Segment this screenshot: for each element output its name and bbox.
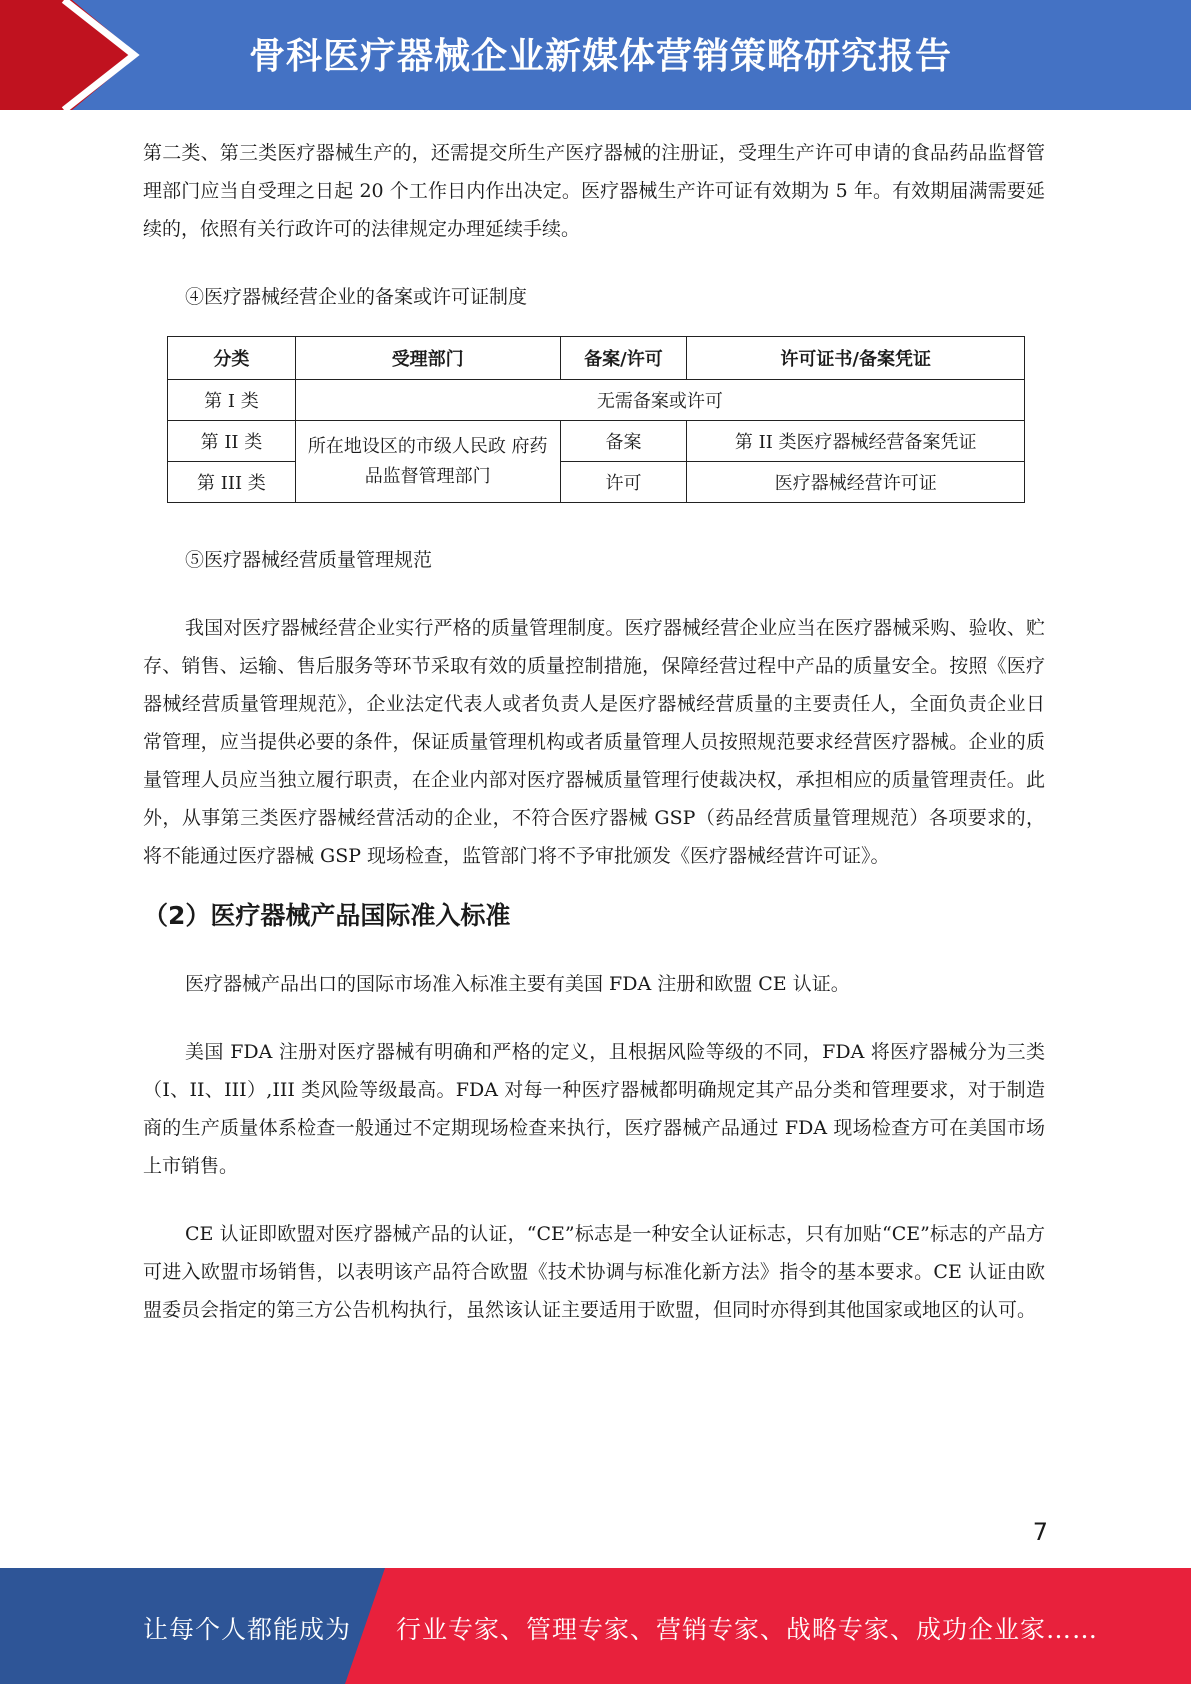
paragraph-fda: 美国 FDA 注册对医疗器械有明确和严格的定义，且根据风险等级的不同，FDA 将医疗器械分为三类（I、II、III）,III 类风险等级最高。FDA 对每一种医疗器械都明确规定其产品分类和管理要求，对于制造商的生产质量体系检查一般通过不定期现场检查来执行，医疗器械产品通过 FDA 现场检查方可在美国市场上市销售。 — [143, 1041, 1045, 1177]
table-header-cell: 受理部门 — [295, 337, 560, 380]
header-red-arrow — [0, 0, 150, 110]
report-title: 骨科医疗器械企业新媒体营销策略研究报告 — [248, 36, 952, 77]
table-cell-department: 所在地设区的市级人民政 府药品监督管理部门 — [295, 421, 560, 503]
table-cell-category: 第 III 类 — [168, 462, 296, 503]
table-cell-note: 无需备案或许可 — [295, 380, 1024, 421]
table-row — [168, 421, 1025, 462]
table-cell-certificate: 医疗器械经营许可证 — [687, 462, 1025, 503]
table-cell-category: 第 I 类 — [168, 380, 296, 421]
footer-slogan-right: 行业专家、管理专家、营销专家、战略专家、成功企业家…… — [396, 1615, 1099, 1644]
paragraph-quality-management: 我国对医疗器械经营企业实行严格的质量管理制度。医疗器械经营企业应当在医疗器械采购、验收、贮存、销售、运输、售后服务等环节采取有效的质量控制措施，保障经营过程中产品的质量安全。按照《医疗器械经营质量管理规范》，企业法定代表人或者负责人是医疗器械经营质量的主要责任人，全面负责企业日常管理，应当提供必要的条件，保证质量管理机构或者质量管理人员按照规范要求经营医疗器械。企业的质量管理人员应当独立履行职责，在企业内部对医疗器械质量管理行使裁决权，承担相应的质量管理责任。此外，从事第三类医疗器械经营活动的企业，不符合医疗器械 GSP（药品经营质量管理规范）各项要求的，将不能通过医疗器械 GSP 现场检查，监管部门将不予审批颁发《医疗器械经营许可证》。 — [143, 617, 1045, 867]
subheading-quality-management: ⑤医疗器械经营质量管理规范 — [185, 549, 433, 571]
table-cell-certificate: 第 II 类医疗器械经营备案凭证 — [687, 421, 1025, 462]
footer-banner — [0, 1568, 1191, 1684]
section-heading: （2）医疗器械产品国际准入标准 — [143, 901, 511, 930]
footer-slogan-left: 让每个人都能成为 — [143, 1615, 352, 1644]
table-cell-category: 第 II 类 — [168, 421, 296, 462]
subheading-operation-registration: ④医疗器械经营企业的备案或许可证制度 — [185, 286, 528, 308]
main-content — [143, 134, 1045, 1329]
license-table — [167, 336, 1025, 503]
table-header-cell: 许可证书/备案凭证 — [687, 337, 1025, 380]
paragraph-market-access: 医疗器械产品出口的国际市场准入标准主要有美国 FDA 注册和欧盟 CE 认证。 — [185, 973, 850, 995]
header-banner — [0, 0, 1191, 110]
paragraph-ce: CE 认证即欧盟对医疗器械产品的认证，“CE”标志是一种安全认证标志，只有加贴“CE”标志的产品方可进入欧盟市场销售，以表明该产品符合欧盟《技术协调与标准化新方法》指令的基本要求。CE 认证由欧盟委员会指定的第三方公告机构执行，虽然该认证主要适用于欧盟，但同时亦得到其他国家或地区的认可。 — [143, 1223, 1045, 1321]
table-cell-type: 备案 — [560, 421, 687, 462]
page-number: 7 — [1032, 1518, 1048, 1546]
table-header-cell: 备案/许可 — [560, 337, 687, 380]
table-header-cell: 分类 — [168, 337, 296, 380]
table-cell-type: 许可 — [560, 462, 687, 503]
table-row — [168, 380, 1025, 421]
table-header-row — [168, 337, 1025, 380]
paragraph-production-license: 第二类、第三类医疗器械生产的，还需提交所生产医疗器械的注册证，受理生产许可申请的食品药品监督管理部门应当自受理之日起 20 个工作日内作出决定。医疗器械生产许可证有效期为 5 年。有效期届满需要延续的，依照有关行政许可的法律规定办理延续手续。 — [143, 142, 1045, 240]
